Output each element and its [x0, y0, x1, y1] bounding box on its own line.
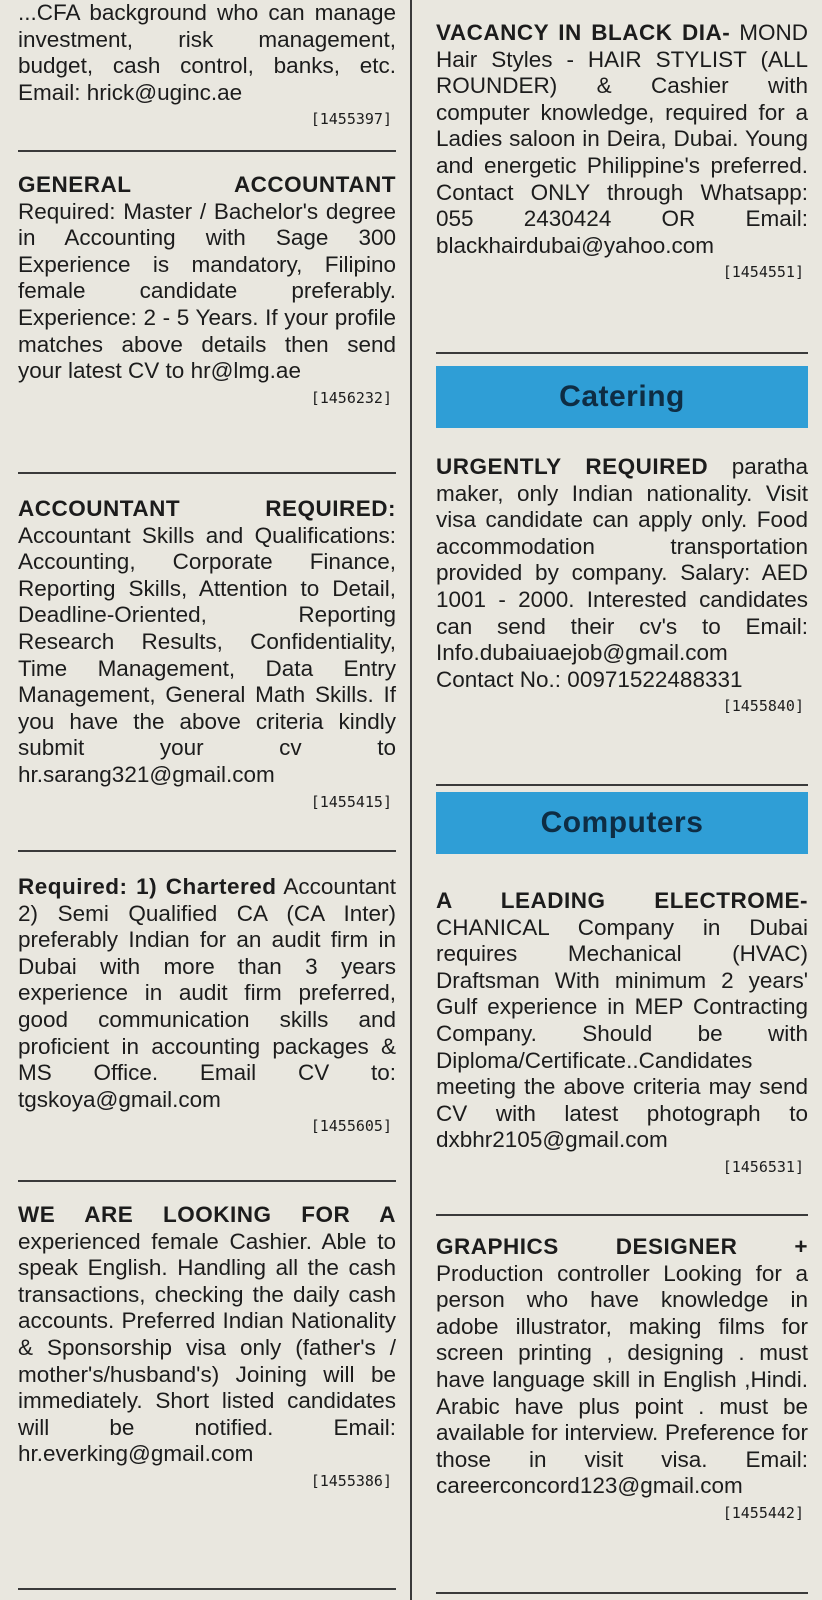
- ad-separator: [18, 1588, 396, 1590]
- classified-ad-draftsman: [436, 888, 808, 1176]
- ad-body: Production controller Looking for a person who have knowledge in adobe illustrator, making films for screen printing , designing . must have language skill in English ,Hindi. Arabic have plus point . must be available for interview. Preference for those in visit visa. Email: careerconcord123@gmail.com: [436, 1260, 808, 1499]
- ad-body: Required: Master / Bachelor's degree in Accounting with Sage 300 Experience is mandatory, Filipino female candidate preferably. Experience: 2 - 5 Years. If your profile matches above details then send your latest CV to hr@lmg.ae: [18, 198, 396, 384]
- ad-heading: GENERAL ACCOUNTANT: [18, 172, 396, 197]
- classified-ad-graphics-designer: [436, 1234, 808, 1522]
- ad-heading: GRAPHICS DESIGNER +: [436, 1234, 808, 1259]
- ad-reference: [1455840]: [722, 697, 804, 716]
- section-title: Computers: [540, 806, 704, 839]
- ad-body: MOND Hair Styles - HAIR STYLIST (ALL ROUNDER) & Cashier with computer knowledge, required for a Ladies saloon in Deira, Dubai. Young and energetic Philippine's preferred. Contact ONLY through Whatsapp: 055 2430424 OR Email: blackhairdubai@yahoo.com: [436, 20, 808, 258]
- ad-reference: [1456232]: [310, 388, 392, 407]
- ad-reference: [1455605]: [310, 1117, 392, 1136]
- section-header-catering: [436, 366, 808, 428]
- ad-reference: [1454551]: [722, 263, 804, 282]
- classified-ad-chartered-accountant: [18, 874, 396, 1135]
- classified-ad-general-accountant: [18, 172, 396, 407]
- ad-heading: Required: 1) Chartered: [18, 874, 277, 899]
- right-column: [436, 0, 808, 1600]
- ad-reference: [1455386]: [310, 1471, 392, 1490]
- ad-body: experienced female Cashier. Able to speak English. Handling all the cash transactions, checking the daily cash accounts. Preferred Indian Nationality & Sponsorship visa only (father's / mother's/husband's) Joining will be immediately. Short listed candidates will be notified. Email: hr.everking@gmail.com: [18, 1228, 396, 1467]
- ad-heading: VACANCY IN BLACK DIA-: [436, 20, 731, 45]
- column-divider: [410, 0, 412, 1600]
- ad-separator: [18, 850, 396, 852]
- classified-ad-paratha-maker: [436, 454, 808, 715]
- left-column: [18, 0, 396, 1600]
- classified-ad-accountant-required: [18, 496, 396, 811]
- ad-body: paratha maker, only Indian nationality. Visit visa candidate can apply only. Food accommodation transportation provided by company. Salary: AED 1001 - 2000. Interested candidates can send their cv's to Email: Info.dubaiuaejob@gmail.com Contact No.: 00971522488331: [436, 454, 808, 692]
- ad-reference: [1455415]: [310, 792, 392, 811]
- ad-separator: [436, 1214, 808, 1216]
- ad-separator: [436, 784, 808, 786]
- ad-heading: WE ARE LOOKING FOR A: [18, 1202, 396, 1227]
- ad-body: CHANICAL Company in Dubai requires Mechanical (HVAC) Draftsman With minimum 2 years' Gulf experience in MEP Contracting Company. Should be with Diploma/Certificate..Candidates meeting the above criteria may send CV with latest photograph to dxbhr2105@gmail.com: [436, 914, 808, 1153]
- ad-body: Accountant 2) Semi Qualified CA (CA Inter) preferably Indian for an audit firm in Dubai with more than 3 years experience in audit firm preferred, good communication skills and proficient in accounting packages & MS Office. Email CV to: tgskoya@gmail.com: [18, 874, 396, 1112]
- classified-ad-cashier: [18, 1202, 396, 1490]
- ad-body: ...CFA background who can manage investment, risk management, budget, cash control, banks, etc. Email: hrick@uginc.ae: [18, 0, 396, 105]
- section-title: Catering: [559, 380, 685, 413]
- classified-ad-investment: [18, 0, 396, 128]
- ad-separator: [18, 472, 396, 474]
- ad-heading: URGENTLY REQUIRED: [436, 454, 709, 479]
- ad-reference: [1456531]: [722, 1157, 804, 1176]
- classified-ad-hair-stylist: [436, 20, 808, 281]
- ad-body: Accountant Skills and Qualifications: Accounting, Corporate Finance, Reporting Skills, Attention to Detail, Deadline-Oriented, Reporting Research Results, Confidentiality, Time Management, Data Entry Management, General Math Skills. If you have the above criteria kindly submit your cv to hr.sarang321@gmail.com: [18, 522, 396, 787]
- ad-separator: [436, 1592, 808, 1594]
- ad-heading: ACCOUNTANT REQUIRED:: [18, 496, 396, 521]
- ad-reference: [1455442]: [722, 1503, 804, 1522]
- ad-reference: [1455397]: [310, 110, 392, 129]
- ad-separator: [436, 352, 808, 354]
- ad-separator: [18, 150, 396, 152]
- ad-heading: A LEADING ELECTROME-: [436, 888, 808, 913]
- section-header-computers: [436, 792, 808, 854]
- ad-separator: [18, 1180, 396, 1182]
